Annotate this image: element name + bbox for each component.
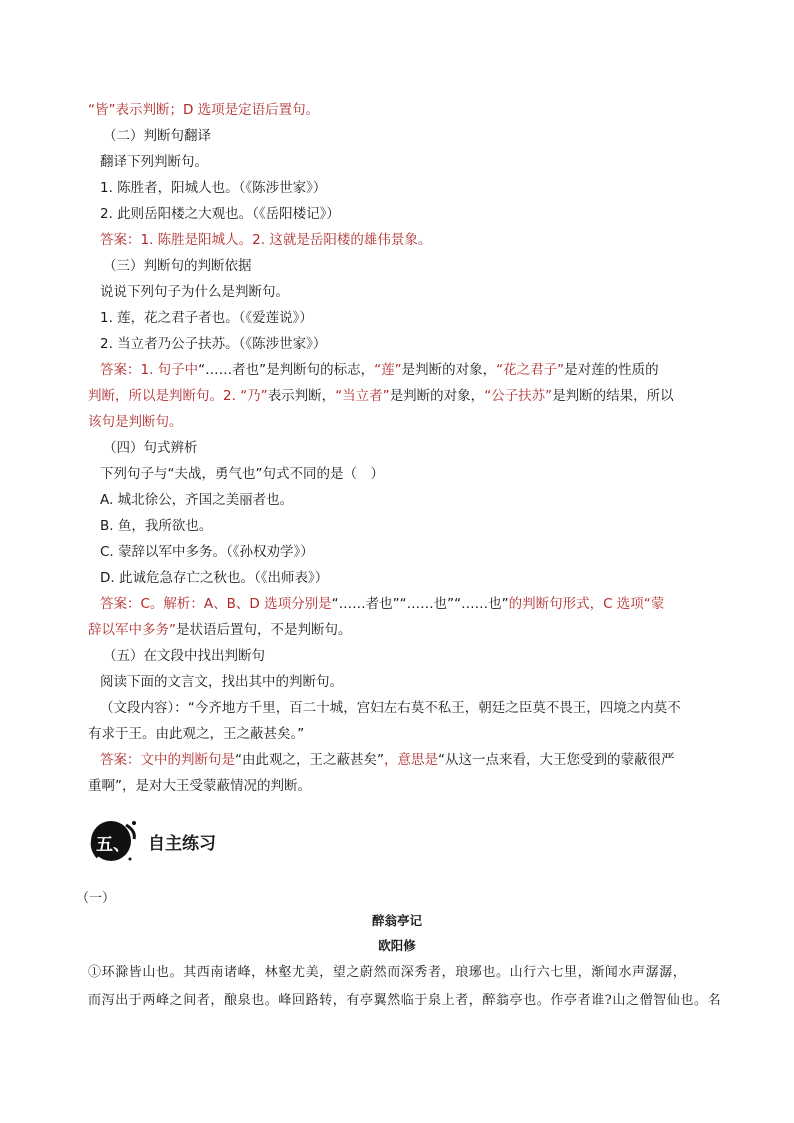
section-badge xyxy=(88,817,134,863)
poem-paragraph-line: 而泻出于两峰之间者，酿泉也。峰回路转，有亭翼然临于泉上者，醉翁亭也。作亭者谁?山之僧智仙也。名 xyxy=(88,993,722,1008)
section-title: 自主练习 xyxy=(148,834,216,854)
answer-text: 判断，所以是判断句。2. xyxy=(88,388,236,404)
answer-text: “由此观之，王之蔽甚矣” xyxy=(235,752,384,768)
option-c: C. 蒙辞以军中多务。（《孙权劝学》） xyxy=(100,544,314,560)
answer-line xyxy=(88,777,311,795)
answer-line: 答案：1. 陈胜是阳城人。2. 这就是岳阳楼的雄伟景象。 xyxy=(100,232,432,248)
answer-line xyxy=(88,387,674,405)
answer-text: “当立者” xyxy=(335,388,390,404)
question-item: 1. 莲，花之君子者也。（《爱莲说》） xyxy=(100,310,313,326)
answer-text: 是判断的对象， xyxy=(401,362,497,378)
answer-text: 答案：文中的判断句是 xyxy=(100,752,235,768)
answer-text: 是判断的结果，所以 xyxy=(552,388,674,404)
poem-title: 醉翁亭记 xyxy=(371,913,422,928)
answer-text: ，是对大王受蒙蔽情况的判断。 xyxy=(122,778,311,794)
subsection-heading-2: （二）判断句翻译 xyxy=(103,128,211,144)
answer-text: 是判断的对象， xyxy=(389,388,485,404)
answer-line: 该句是判断句。 xyxy=(88,414,183,430)
answer-line xyxy=(100,361,720,379)
question-item: 2. 此则岳阳楼之大观也。（《岳阳楼记》） xyxy=(100,206,340,222)
poem-paragraph-line: ①环滁皆山也。其西南诸峰，林壑尤美，望之蔚然而深秀者，琅琊也。山行六七里，渐闻水声潺潺， xyxy=(88,965,687,980)
answer-line xyxy=(100,595,664,613)
answer-text: “从这一点来看，大王您受到的蒙蔽很严 xyxy=(438,752,675,768)
answer-line xyxy=(88,621,352,639)
passage-line: （文段内容）：“今齐地方千里，百二十城，宫妇左右莫不私王，朝廷之臣莫不畏王，四境之内莫不 xyxy=(100,700,681,716)
option-a: A. 城北徐公，齐国之美丽者也。 xyxy=(100,492,294,508)
option-d: D. 此诚危急存亡之秋也。（《出师表》） xyxy=(100,570,329,586)
subsection-heading-5: （五）在文段中找出判断句 xyxy=(103,648,265,664)
question-stem: 下列句子与“夫战，勇气也”句式不同的是（ ） xyxy=(100,466,384,482)
answer-text: ，意思是 xyxy=(384,752,438,768)
exercise-label: （一） xyxy=(76,891,116,906)
subsection-heading-3: （三）判断句的判断依据 xyxy=(103,258,252,274)
answer-text: “公子扶苏” xyxy=(484,388,553,404)
answer-text: 表示判断， xyxy=(267,388,336,404)
answer-text: “乃” xyxy=(240,388,268,404)
instruction-line: 说说下列句子为什么是判断句。 xyxy=(100,284,289,300)
answer-text: “莲” xyxy=(374,362,402,378)
answer-text: “……者也”是判断句的标志， xyxy=(198,362,375,378)
answer-text: 答案：1. 句子中 xyxy=(100,362,199,378)
answer-text: 的判断句形式，C 选项 xyxy=(508,596,644,612)
section-number: 五、 xyxy=(96,835,130,855)
question-item: 2. 当立者乃公子扶苏。（《陈涉世家》） xyxy=(100,336,327,352)
answer-text: 是状语后置句，不是判断句。 xyxy=(176,622,352,638)
answer-text: “花之君子” xyxy=(496,362,565,378)
instruction-line: 阅读下面的文言文，找出其中的判断句。 xyxy=(100,674,343,690)
answer-text: “蒙 xyxy=(643,596,665,612)
answer-text: “……者也”“……也”“……也” xyxy=(331,596,509,612)
answer-text: 是对莲的性质的 xyxy=(564,362,659,378)
subsection-heading-4: （四）句式辨析 xyxy=(103,440,198,456)
question-item: 1. 陈胜者，阳城人也。（《陈涉世家》） xyxy=(100,180,327,196)
option-b: B. 鱼，我所欲也。 xyxy=(100,518,213,534)
answer-text: 辞以军中多务” xyxy=(88,622,176,638)
answer-line-1: “皆”表示判断；D 选项是定语后置句。 xyxy=(88,102,320,118)
answer-line xyxy=(100,751,675,769)
poem-author: 欧阳修 xyxy=(378,938,416,953)
answer-text: 重啊” xyxy=(88,778,122,794)
passage-line: 有求于王。由此观之，王之蔽甚矣。” xyxy=(88,726,305,742)
instruction-line: 翻译下列判断句。 xyxy=(100,154,208,170)
answer-text: 答案：C。解析：A、B、D 选项分别是 xyxy=(100,596,332,612)
